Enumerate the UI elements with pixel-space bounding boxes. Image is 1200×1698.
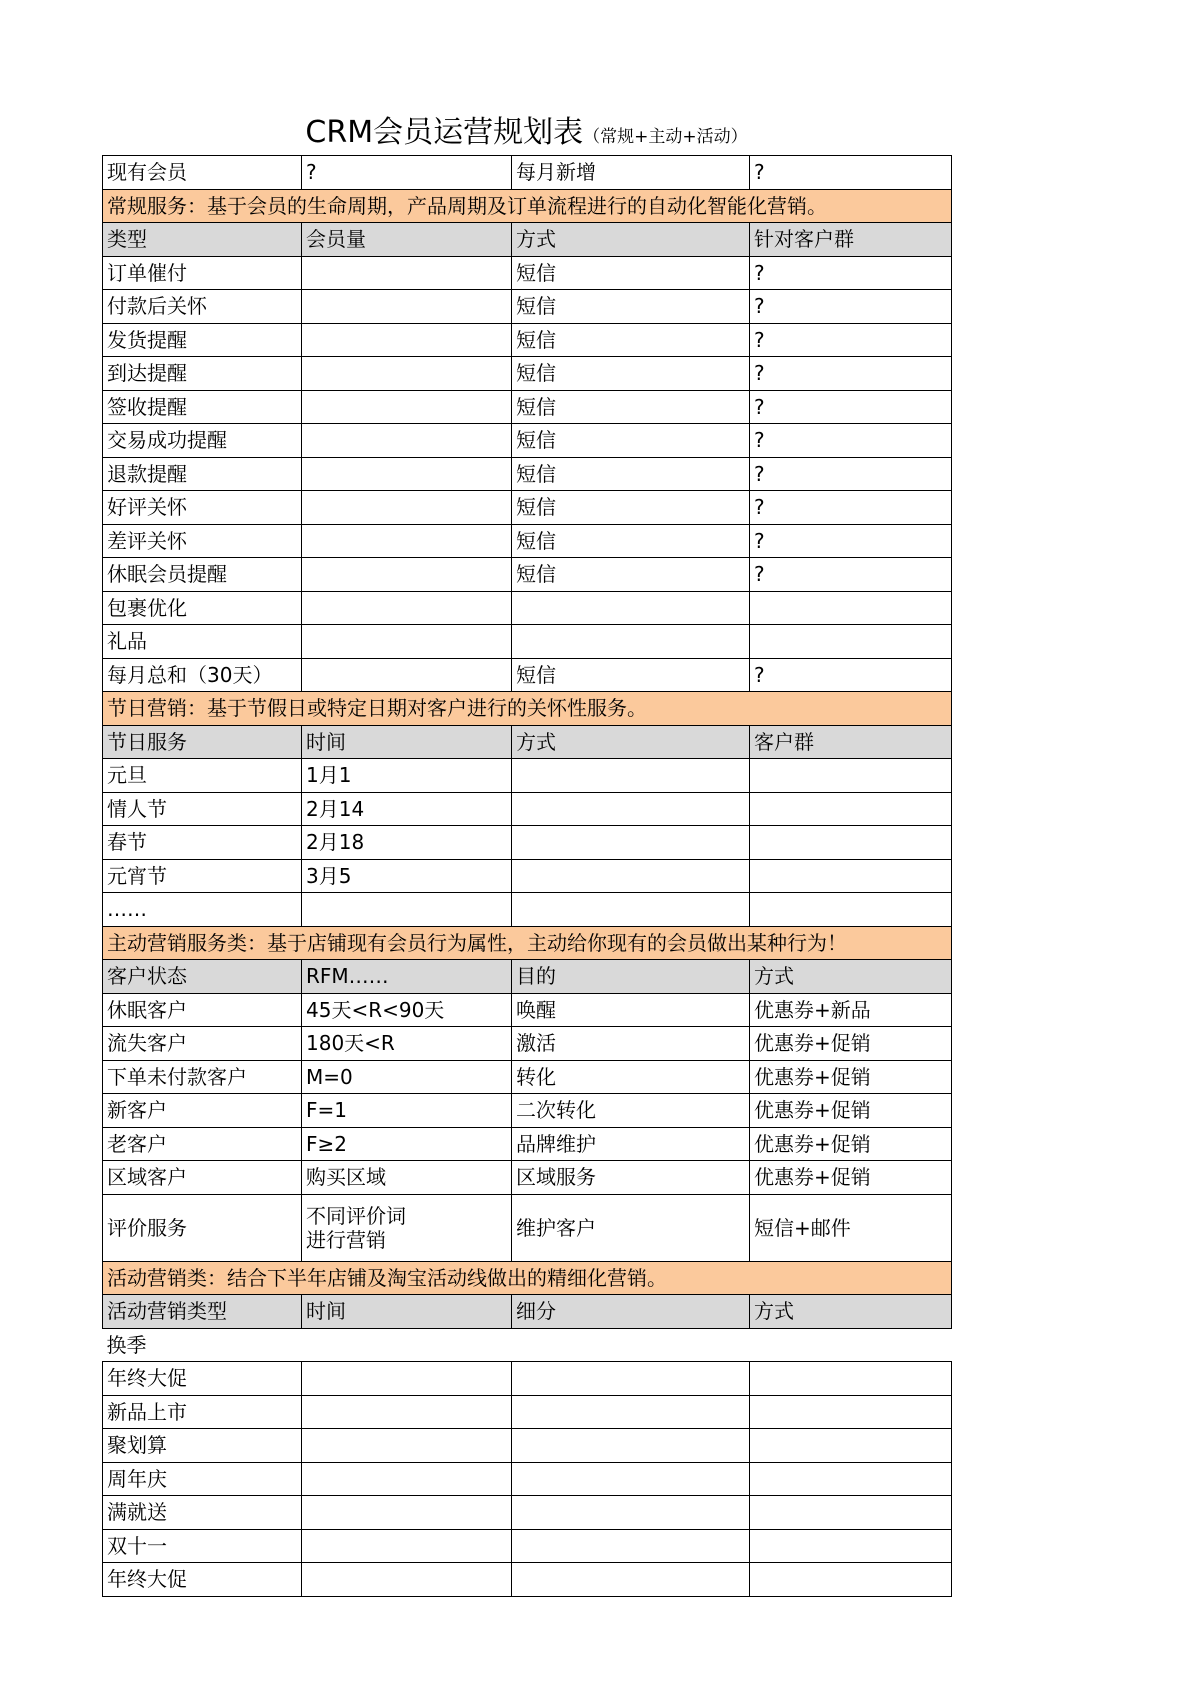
regular-row <box>103 457 952 491</box>
column-header: 方式 <box>512 223 750 257</box>
table-cell: 元宵节 <box>103 859 302 893</box>
campaign-row <box>103 1395 952 1429</box>
table-cell: 发货提醒 <box>103 323 302 357</box>
campaign-row <box>103 1362 952 1396</box>
regular-header-row <box>103 223 952 257</box>
table-cell: ? <box>750 256 952 290</box>
table-cell: 老客户 <box>103 1127 302 1161</box>
table-cell: 下单未付款客户 <box>103 1060 302 1094</box>
table-cell: 优惠券+促销 <box>750 1060 952 1094</box>
table-cell <box>302 323 512 357</box>
table-cell <box>750 1529 952 1563</box>
table-cell: 新客户 <box>103 1094 302 1128</box>
table-cell <box>750 792 952 826</box>
table-cell: 新品上市 <box>103 1395 302 1429</box>
table-cell <box>302 1362 512 1396</box>
table-cell: 优惠券+促销 <box>750 1127 952 1161</box>
holiday-row <box>103 893 952 927</box>
table-cell: 情人节 <box>103 792 302 826</box>
table-cell <box>302 1529 512 1563</box>
column-header: 会员量 <box>302 223 512 257</box>
table-cell <box>512 826 750 860</box>
table-cell: 包裹优化 <box>103 591 302 625</box>
summary-value-monthly: ? <box>750 156 952 190</box>
table-cell: 好评关怀 <box>103 491 302 525</box>
column-header: 时间 <box>302 1295 512 1329</box>
holiday-marketing-section <box>103 692 952 726</box>
table-cell: ? <box>750 457 952 491</box>
table-cell: ? <box>750 558 952 592</box>
table-cell <box>750 1362 952 1396</box>
table-cell <box>302 558 512 592</box>
table-cell: 3月5 <box>302 859 512 893</box>
active-row <box>103 1060 952 1094</box>
table-cell <box>302 491 512 525</box>
table-cell: 差评关怀 <box>103 524 302 558</box>
table-cell <box>512 591 750 625</box>
table-cell: ? <box>750 658 952 692</box>
table-cell: 交易成功提醒 <box>103 424 302 458</box>
active-marketing-section <box>103 926 952 960</box>
table-cell <box>302 1496 512 1530</box>
campaign-marketing-section <box>103 1261 952 1295</box>
holiday-row <box>103 759 952 793</box>
table-cell <box>750 1429 952 1463</box>
season-change-row <box>103 1328 952 1362</box>
review-detail-line2: 进行营销 <box>306 1227 386 1252</box>
table-cell: 签收提醒 <box>103 390 302 424</box>
table-cell <box>750 1395 952 1429</box>
table-cell: 优惠券+促销 <box>750 1161 952 1195</box>
table-cell: 短信 <box>512 558 750 592</box>
table-cell <box>750 759 952 793</box>
active-row <box>103 1027 952 1061</box>
title-main: CRM会员运营规划表 <box>305 115 584 150</box>
table-cell: 短信 <box>512 491 750 525</box>
table-cell <box>302 424 512 458</box>
table-cell: 1月1 <box>302 759 512 793</box>
table-cell <box>512 625 750 659</box>
active-row <box>103 1127 952 1161</box>
table-cell: 45天<R<90天 <box>302 993 512 1027</box>
table-cell: 优惠券+促销 <box>750 1027 952 1061</box>
table-cell <box>750 1496 952 1530</box>
column-header: RFM…… <box>302 960 512 994</box>
table-cell: 短信 <box>512 390 750 424</box>
table-cell <box>302 1395 512 1429</box>
summary-row <box>103 156 952 190</box>
table-cell <box>302 256 512 290</box>
table-cell: 品牌维护 <box>512 1127 750 1161</box>
table-cell: 流失客户 <box>103 1027 302 1061</box>
crm-plan-table <box>102 155 952 1597</box>
table-cell <box>512 1563 750 1597</box>
table-cell: …… <box>103 893 302 927</box>
table-cell <box>512 1395 750 1429</box>
table-cell: ? <box>750 357 952 391</box>
table-cell: 每月总和（30天） <box>103 658 302 692</box>
table-cell: 购买区域 <box>302 1161 512 1195</box>
table-cell <box>302 290 512 324</box>
table-cell <box>302 1429 512 1463</box>
table-cell <box>750 625 952 659</box>
active-row <box>103 1161 952 1195</box>
summary-label-members: 现有会员 <box>103 156 302 190</box>
table-cell <box>750 893 952 927</box>
column-header: 细分 <box>512 1295 750 1329</box>
table-cell: 2月14 <box>302 792 512 826</box>
table-cell <box>302 390 512 424</box>
holiday-row <box>103 859 952 893</box>
review-purpose: 维护客户 <box>512 1194 750 1261</box>
regular-row <box>103 290 952 324</box>
regular-row <box>103 625 952 659</box>
table-cell: 2月18 <box>302 826 512 860</box>
regular-row <box>103 323 952 357</box>
table-cell <box>512 893 750 927</box>
table-cell <box>302 591 512 625</box>
table-cell: 激活 <box>512 1027 750 1061</box>
active-row <box>103 993 952 1027</box>
table-cell: 聚划算 <box>103 1429 302 1463</box>
campaign-row <box>103 1496 952 1530</box>
table-cell: 短信 <box>512 323 750 357</box>
table-cell: ? <box>750 424 952 458</box>
summary-label-monthly: 每月新增 <box>512 156 750 190</box>
table-cell: 短信 <box>512 457 750 491</box>
table-cell: 春节 <box>103 826 302 860</box>
table-cell: 到达提醒 <box>103 357 302 391</box>
table-cell: 短信 <box>512 524 750 558</box>
table-cell <box>302 893 512 927</box>
regular-row <box>103 591 952 625</box>
table-cell <box>512 792 750 826</box>
table-cell: 短信 <box>512 424 750 458</box>
table-cell <box>512 1429 750 1463</box>
regular-service-section <box>103 189 952 223</box>
table-cell: 短信 <box>512 357 750 391</box>
campaign-row <box>103 1429 952 1463</box>
table-cell: 双十一 <box>103 1529 302 1563</box>
table-cell <box>302 658 512 692</box>
holiday-row <box>103 792 952 826</box>
table-cell <box>512 1462 750 1496</box>
review-detail <box>302 1194 512 1261</box>
table-cell: 短信 <box>512 658 750 692</box>
regular-row <box>103 524 952 558</box>
table-cell <box>512 859 750 893</box>
review-method: 短信+邮件 <box>750 1194 952 1261</box>
review-detail-line1: 不同评价词 <box>306 1203 406 1228</box>
regular-row <box>103 491 952 525</box>
column-header: 目的 <box>512 960 750 994</box>
regular-row <box>103 357 952 391</box>
table-cell: 二次转化 <box>512 1094 750 1128</box>
table-cell <box>750 826 952 860</box>
table-cell: F≥2 <box>302 1127 512 1161</box>
table-cell: M=0 <box>302 1060 512 1094</box>
regular-row <box>103 558 952 592</box>
table-cell: ? <box>750 491 952 525</box>
review-label: 评价服务 <box>103 1194 302 1261</box>
table-cell: 唤醒 <box>512 993 750 1027</box>
holiday-header-row <box>103 725 952 759</box>
title-subtitle: （常规+主动+活动） <box>583 127 748 147</box>
summary-value-members: ? <box>302 156 512 190</box>
table-cell: 年终大促 <box>103 1362 302 1396</box>
table-cell <box>750 1563 952 1597</box>
campaign-header-row <box>103 1295 952 1329</box>
column-header: 节日服务 <box>103 725 302 759</box>
table-cell <box>750 1462 952 1496</box>
holiday-marketing-section-title: 节日营销：基于节假日或特定日期对客户进行的关怀性服务。 <box>103 692 952 726</box>
column-header: 方式 <box>750 960 952 994</box>
table-cell <box>512 1496 750 1530</box>
column-header: 时间 <box>302 725 512 759</box>
regular-service-section-title: 常规服务：基于会员的生命周期，产品周期及订单流程进行的自动化智能化营销。 <box>103 189 952 223</box>
table-cell: 订单催付 <box>103 256 302 290</box>
active-marketing-section-title: 主动营销服务类：基于店铺现有会员行为属性，主动给你现有的会员做出某种行为！ <box>103 926 952 960</box>
table-cell: F=1 <box>302 1094 512 1128</box>
table-cell: 付款后关怀 <box>103 290 302 324</box>
table-cell: ? <box>750 390 952 424</box>
campaign-row <box>103 1529 952 1563</box>
table-cell: 元旦 <box>103 759 302 793</box>
table-cell: 满就送 <box>103 1496 302 1530</box>
active-header-row <box>103 960 952 994</box>
table-cell <box>512 759 750 793</box>
column-header: 活动营销类型 <box>103 1295 302 1329</box>
column-header: 方式 <box>750 1295 952 1329</box>
table-cell: ? <box>750 524 952 558</box>
table-cell <box>302 625 512 659</box>
column-header: 方式 <box>512 725 750 759</box>
table-cell <box>750 591 952 625</box>
table-cell <box>750 859 952 893</box>
campaign-row <box>103 1563 952 1597</box>
table-cell <box>512 1362 750 1396</box>
table-cell: 年终大促 <box>103 1563 302 1597</box>
table-cell: 休眠会员提醒 <box>103 558 302 592</box>
regular-row <box>103 390 952 424</box>
table-cell <box>302 357 512 391</box>
table-cell: 区域服务 <box>512 1161 750 1195</box>
regular-row <box>103 424 952 458</box>
regular-row <box>103 658 952 692</box>
active-row <box>103 1094 952 1128</box>
page-title <box>102 112 951 154</box>
table-cell: 转化 <box>512 1060 750 1094</box>
table-cell: ? <box>750 290 952 324</box>
column-header: 针对客户群 <box>750 223 952 257</box>
table-cell <box>512 1529 750 1563</box>
table-cell <box>302 524 512 558</box>
table-cell: 礼品 <box>103 625 302 659</box>
table-cell: 优惠券+新品 <box>750 993 952 1027</box>
table-cell: 周年庆 <box>103 1462 302 1496</box>
table-cell: 优惠券+促销 <box>750 1094 952 1128</box>
table-cell <box>302 457 512 491</box>
column-header: 客户状态 <box>103 960 302 994</box>
column-header: 客户群 <box>750 725 952 759</box>
campaign-row <box>103 1462 952 1496</box>
column-header: 类型 <box>103 223 302 257</box>
table-cell: ? <box>750 323 952 357</box>
table-cell <box>302 1563 512 1597</box>
review-service-row <box>103 1194 952 1261</box>
campaign-marketing-section-title: 活动营销类：结合下半年店铺及淘宝活动线做出的精细化营销。 <box>103 1261 952 1295</box>
table-cell: 区域客户 <box>103 1161 302 1195</box>
table-cell <box>302 1462 512 1496</box>
table-cell: 180天<R <box>302 1027 512 1061</box>
season-change-label: 换季 <box>106 1332 147 1357</box>
table-cell: 短信 <box>512 290 750 324</box>
table-cell: 休眠客户 <box>103 993 302 1027</box>
table-cell: 退款提醒 <box>103 457 302 491</box>
regular-row <box>103 256 952 290</box>
table-cell: 短信 <box>512 256 750 290</box>
holiday-row <box>103 826 952 860</box>
